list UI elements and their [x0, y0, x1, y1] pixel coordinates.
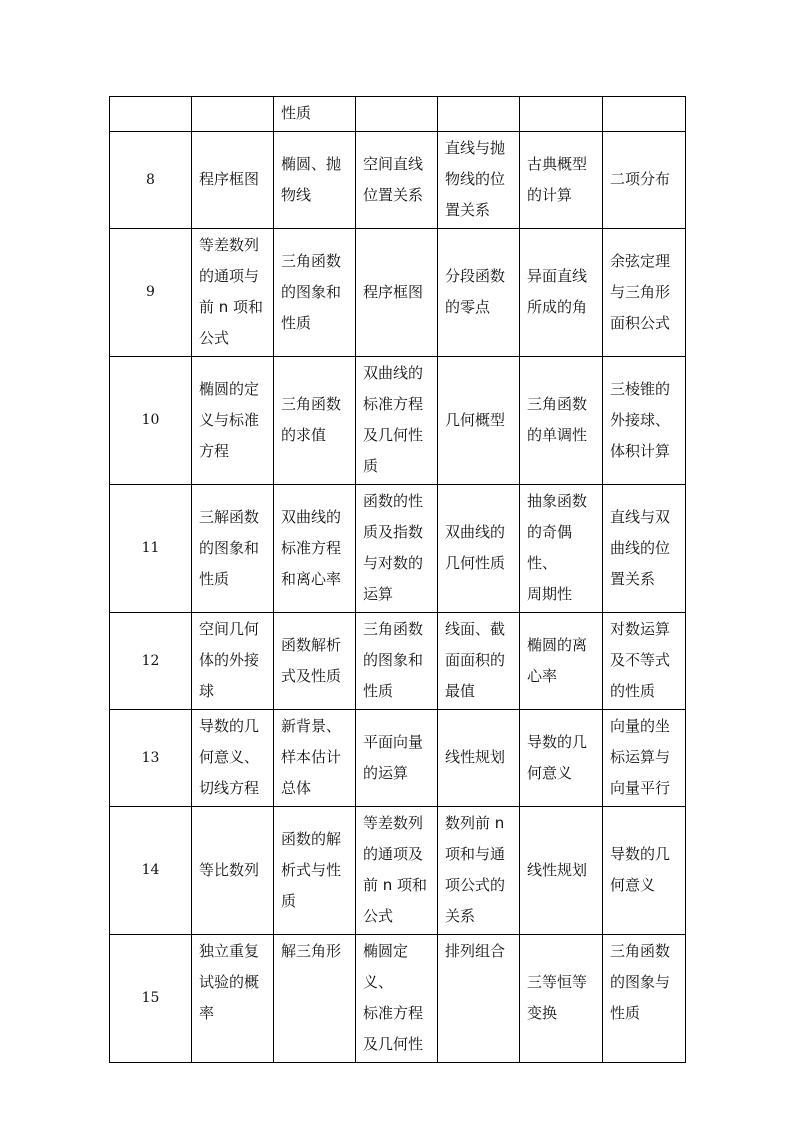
table-cell: 双曲线的 几何性质 [438, 485, 520, 613]
table-cell: 排列组合 [438, 935, 520, 1063]
table-cell: 三角函数 的图象和 性质 [356, 613, 438, 710]
table-row [110, 485, 686, 613]
table-cell: 余弦定理 与三角形 面积公式 [603, 229, 686, 357]
table-cell: 三角函数 的求值 [274, 357, 356, 485]
row-number: 9 [110, 229, 192, 357]
table-cell: 三解函数 的图象和 性质 [192, 485, 274, 613]
table-cell: 二项分布 [603, 132, 686, 229]
table-cell: 程序框图 [192, 132, 274, 229]
table-cell: 函数的性 质及指数 与对数的 运算 [356, 485, 438, 613]
table-cell: 空间几何 体的外接 球 [192, 613, 274, 710]
table-cell: 直线与抛 物线的位 置关系 [438, 132, 520, 229]
table-cell: 等差数列 的通项与 前 n 项和 公式 [192, 229, 274, 357]
row-number: 10 [110, 357, 192, 485]
row-number: 11 [110, 485, 192, 613]
table-cell [603, 97, 686, 132]
table-row [110, 710, 686, 807]
table-cell: 椭圆的定 义与标准 方程 [192, 357, 274, 485]
table-cell: 分段函数 的零点 [438, 229, 520, 357]
table-row [110, 357, 686, 485]
table-cell: 空间直线 位置关系 [356, 132, 438, 229]
table-cell: 导数的几 何意义 [603, 807, 686, 935]
table-cell: 三棱锥的 外接球、 体积计算 [603, 357, 686, 485]
table-row [110, 613, 686, 710]
table-cell: 线性规划 [438, 710, 520, 807]
row-number: 8 [110, 132, 192, 229]
row-number: 15 [110, 935, 192, 1063]
row-number: 12 [110, 613, 192, 710]
table-cell: 导数的几 何意义 [520, 710, 603, 807]
table-cell: 直线与双 曲线的位 置关系 [603, 485, 686, 613]
table-row [110, 97, 686, 132]
table-row [110, 229, 686, 357]
table-cell: 几何概型 [438, 357, 520, 485]
table-cell: 椭圆、抛 物线 [274, 132, 356, 229]
row-number: 13 [110, 710, 192, 807]
table-cell: 程序框图 [356, 229, 438, 357]
table-cell: 抽象函数 的奇偶性、 周期性 [520, 485, 603, 613]
table-cell: 等比数列 [192, 807, 274, 935]
table-cell: 椭圆的离 心率 [520, 613, 603, 710]
table-cell [356, 97, 438, 132]
table-cell [438, 97, 520, 132]
table-cell: 数列前 n 项和与通 项公式的 关系 [438, 807, 520, 935]
exam-topic-table [109, 96, 686, 1063]
table-cell: 性质 [274, 97, 356, 132]
table-cell: 平面向量 的运算 [356, 710, 438, 807]
table-cell: 函数的解 析式与性 质 [274, 807, 356, 935]
table-cell: 等差数列 的通项及 前 n 项和 公式 [356, 807, 438, 935]
table-cell: 三等恒等 变换 [520, 935, 603, 1063]
table-cell: 对数运算 及不等式 的性质 [603, 613, 686, 710]
table-cell: 函数解析 式及性质 [274, 613, 356, 710]
table-cell: 双曲线的 标准方程 及几何性 质 [356, 357, 438, 485]
table-cell: 椭圆定义、 标准方程 及几何性 [356, 935, 438, 1063]
table-row [110, 935, 686, 1063]
table-cell: 古典概型 的计算 [520, 132, 603, 229]
table-cell [520, 97, 603, 132]
table-cell: 三角函数 的图象和 性质 [274, 229, 356, 357]
row-number: 14 [110, 807, 192, 935]
table-cell: 三角函数 的单调性 [520, 357, 603, 485]
table-cell: 解三角形 [274, 935, 356, 1063]
row-number [110, 97, 192, 132]
table-cell: 线性规划 [520, 807, 603, 935]
table-cell: 向量的坐 标运算与 向量平行 [603, 710, 686, 807]
table-cell: 双曲线的 标准方程 和离心率 [274, 485, 356, 613]
table-cell: 新背景、 样本估计 总体 [274, 710, 356, 807]
table-cell: 三角函数 的图象与 性质 [603, 935, 686, 1063]
table-cell [192, 97, 274, 132]
table-cell: 导数的几 何意义、 切线方程 [192, 710, 274, 807]
table-cell: 线面、截 面面积的 最值 [438, 613, 520, 710]
table-cell: 异面直线 所成的角 [520, 229, 603, 357]
table-cell: 独立重复 试验的概 率 [192, 935, 274, 1063]
table-row [110, 132, 686, 229]
table-body [110, 97, 686, 1063]
table-row [110, 807, 686, 935]
